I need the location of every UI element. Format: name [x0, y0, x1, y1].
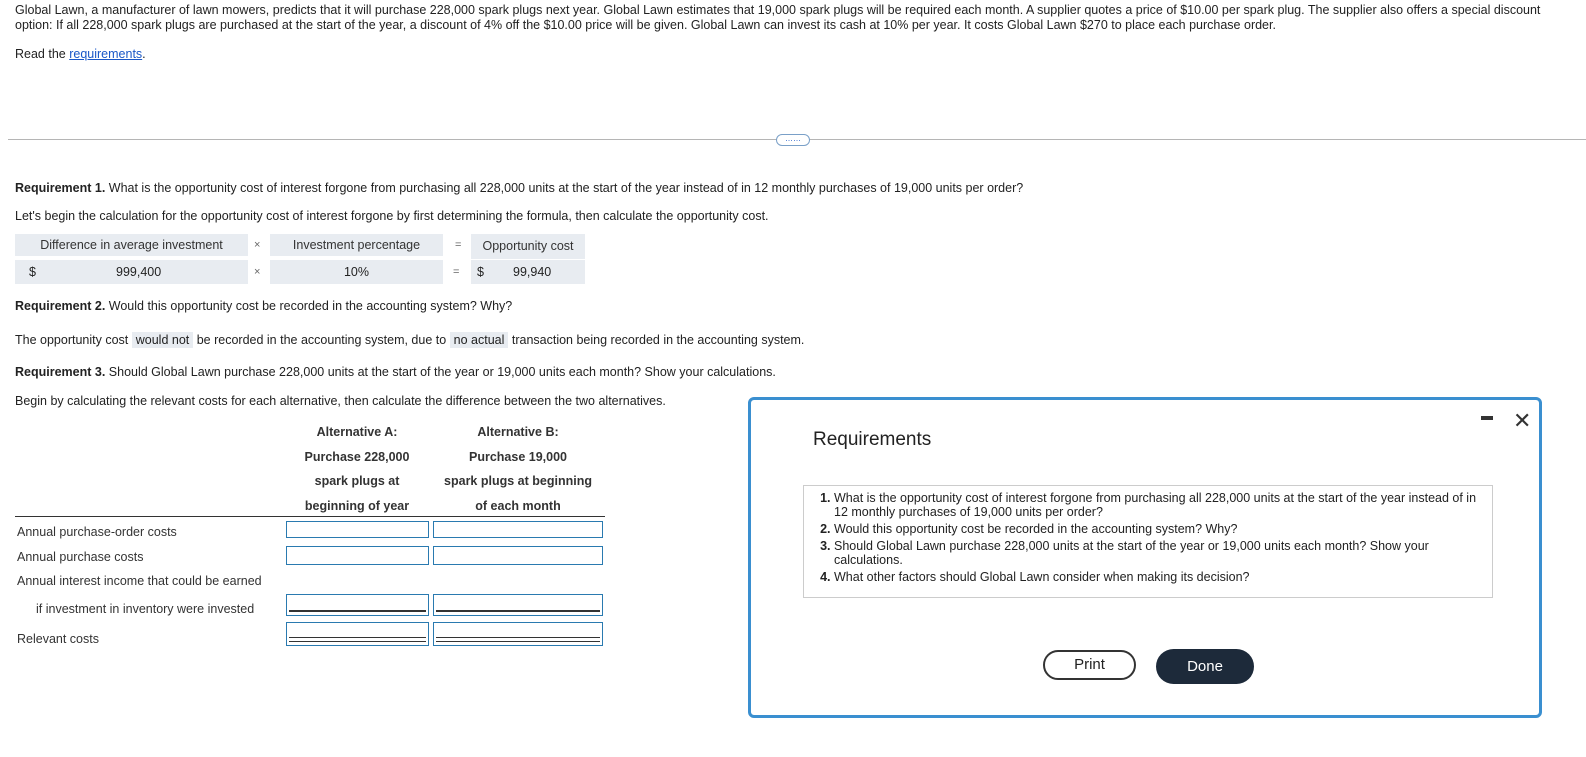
alt-a-interest-income-input[interactable] — [286, 594, 429, 616]
requirement-item-4: 4. What other factors should Global Lawn consider when making its decision? — [834, 570, 1484, 584]
req1-instruction: Let's begin the calculation for the opportunity cost of interest forgone by first determining the formula, then calculate the opportunity cost. — [15, 209, 769, 223]
opportunity-cost-cell — [471, 260, 585, 284]
alt-a-line1: Alternative A: — [316, 425, 398, 439]
req3-instruction: Begin by calculating the relevant costs for each alternative, then calculate the difference between the two alternatives. — [15, 394, 666, 408]
req3-text: Should Global Lawn purchase 228,000 units at the start of the year or 19,000 units each month? Show your calculations. — [105, 365, 776, 379]
row-label-purchase-costs: Annual purchase costs — [17, 550, 144, 564]
equals-symbol: = — [455, 239, 462, 251]
row-label-interest-income: Annual interest income that could be earned — [17, 574, 262, 588]
requirement-item-2: 2. Would this opportunity cost be recorded in the accounting system? Why? — [834, 522, 1484, 536]
alternative-b-header — [433, 420, 603, 518]
alt-b-line2: Purchase 19,000 — [469, 449, 567, 464]
no-actual-dropdown[interactable]: no actual — [450, 332, 509, 348]
req2-answer-sentence — [15, 333, 804, 347]
dollar-sign: $ — [29, 265, 36, 279]
row-label-relevant-costs: Relevant costs — [17, 632, 99, 646]
req1-text: What is the opportunity cost of interest forgone from purchasing all 228,000 units at the start of the year instead of in 12 monthly purchases of 19,000 units per order? — [105, 181, 1024, 195]
header-underline — [15, 516, 605, 517]
requirements-dialog — [748, 397, 1542, 718]
alt-a-purchase-order-costs-input[interactable] — [286, 521, 429, 538]
requirements-link[interactable]: requirements — [69, 47, 143, 61]
expand-more-button[interactable]: …… — [776, 134, 810, 146]
done-button[interactable]: Done — [1156, 649, 1254, 684]
requirements-list — [804, 486, 1492, 584]
alternative-a-header — [286, 420, 428, 518]
opportunity-cost-value[interactable]: 99,940 — [513, 265, 552, 279]
alt-a-line4: beginning of year — [304, 498, 410, 513]
problem-statement: Global Lawn, a manufacturer of lawn mowers, predicts that it will purchase 228,000 spark plugs next year. Global Lawn estimates that 19,000 spark plugs will be required each month. A supplier quotes a price of $10.00 per spark plug. The supplier also offers a special discount option: If all 228,000 spark plugs are purchased at the start of the year, a discount of 4% off the $10.00 price will be given. Global Lawn can invest its cash at 10% per year. It costs Global Lawn $270 to place each purchase order. — [15, 3, 1541, 32]
would-not-dropdown[interactable]: would not — [132, 332, 194, 348]
req2-text-1: The opportunity cost — [15, 333, 132, 347]
req2-text: Would this opportunity cost be recorded in the accounting system? Why? — [105, 299, 513, 313]
dialog-title: Requirements — [813, 429, 932, 450]
row-label-interest-income-cont: if investment in inventory were invested — [36, 602, 255, 616]
read-requirements-line — [15, 47, 146, 61]
alt-a-line3: spark plugs at — [314, 474, 400, 488]
print-button[interactable]: Print — [1043, 650, 1136, 680]
equals-symbol-row: = — [453, 266, 460, 278]
alt-a-line2: Purchase 228,000 — [304, 449, 410, 464]
dollar-sign-2: $ — [477, 265, 484, 279]
read-suffix: . — [142, 47, 146, 61]
header-difference-avg-investment: Difference in average investment — [15, 234, 248, 256]
requirement-item-1: 1. What is the opportunity cost of interest forgone from purchasing all 228,000 units at the start of the year instead of in 12 monthly purchases of 19,000 units per order? — [834, 491, 1484, 519]
alt-b-line1: Alternative B: — [477, 425, 559, 439]
req2-text-3: transaction being recorded in the accounting system. — [508, 333, 805, 347]
header-opportunity-cost: Opportunity cost — [471, 234, 585, 259]
alt-a-relevant-costs-input[interactable] — [286, 622, 429, 646]
close-icon[interactable]: ✕ — [1513, 408, 1532, 433]
req2-text-2: be recorded in the accounting system, due to — [193, 333, 450, 347]
alt-b-relevant-costs-input[interactable] — [433, 622, 603, 646]
avg-investment-value[interactable]: 999,400 — [116, 265, 162, 279]
investment-percentage-value[interactable]: 10% — [343, 265, 370, 279]
requirements-list-box — [803, 485, 1493, 598]
row-label-purchase-order-costs: Annual purchase-order costs — [17, 525, 177, 539]
req1-label: Requirement 1. — [15, 181, 106, 195]
req2-question — [15, 299, 512, 313]
read-prefix: Read the — [15, 47, 70, 61]
req2-label: Requirement 2. — [15, 299, 106, 313]
req3-label: Requirement 3. — [15, 365, 106, 379]
requirement-item-3: 3. Should Global Lawn purchase 228,000 units at the start of the year or 19,000 units each month? Show your calculations. — [834, 539, 1484, 567]
alt-b-line4: of each month — [475, 498, 561, 513]
alt-a-purchase-costs-input[interactable] — [286, 546, 429, 565]
alt-b-line3: spark plugs at beginning — [444, 474, 592, 488]
times-symbol: × — [254, 239, 261, 251]
req1-question — [15, 181, 1023, 195]
alt-b-purchase-order-costs-input[interactable] — [433, 521, 603, 538]
investment-percentage-cell — [270, 260, 443, 284]
alt-b-interest-income-input[interactable] — [433, 594, 603, 616]
alt-b-purchase-costs-input[interactable] — [433, 546, 603, 565]
avg-investment-cell — [15, 260, 248, 284]
minimize-icon[interactable] — [1481, 416, 1493, 420]
header-investment-percentage: Investment percentage — [270, 234, 443, 256]
times-symbol-row: × — [254, 266, 261, 278]
req3-question — [15, 365, 776, 379]
